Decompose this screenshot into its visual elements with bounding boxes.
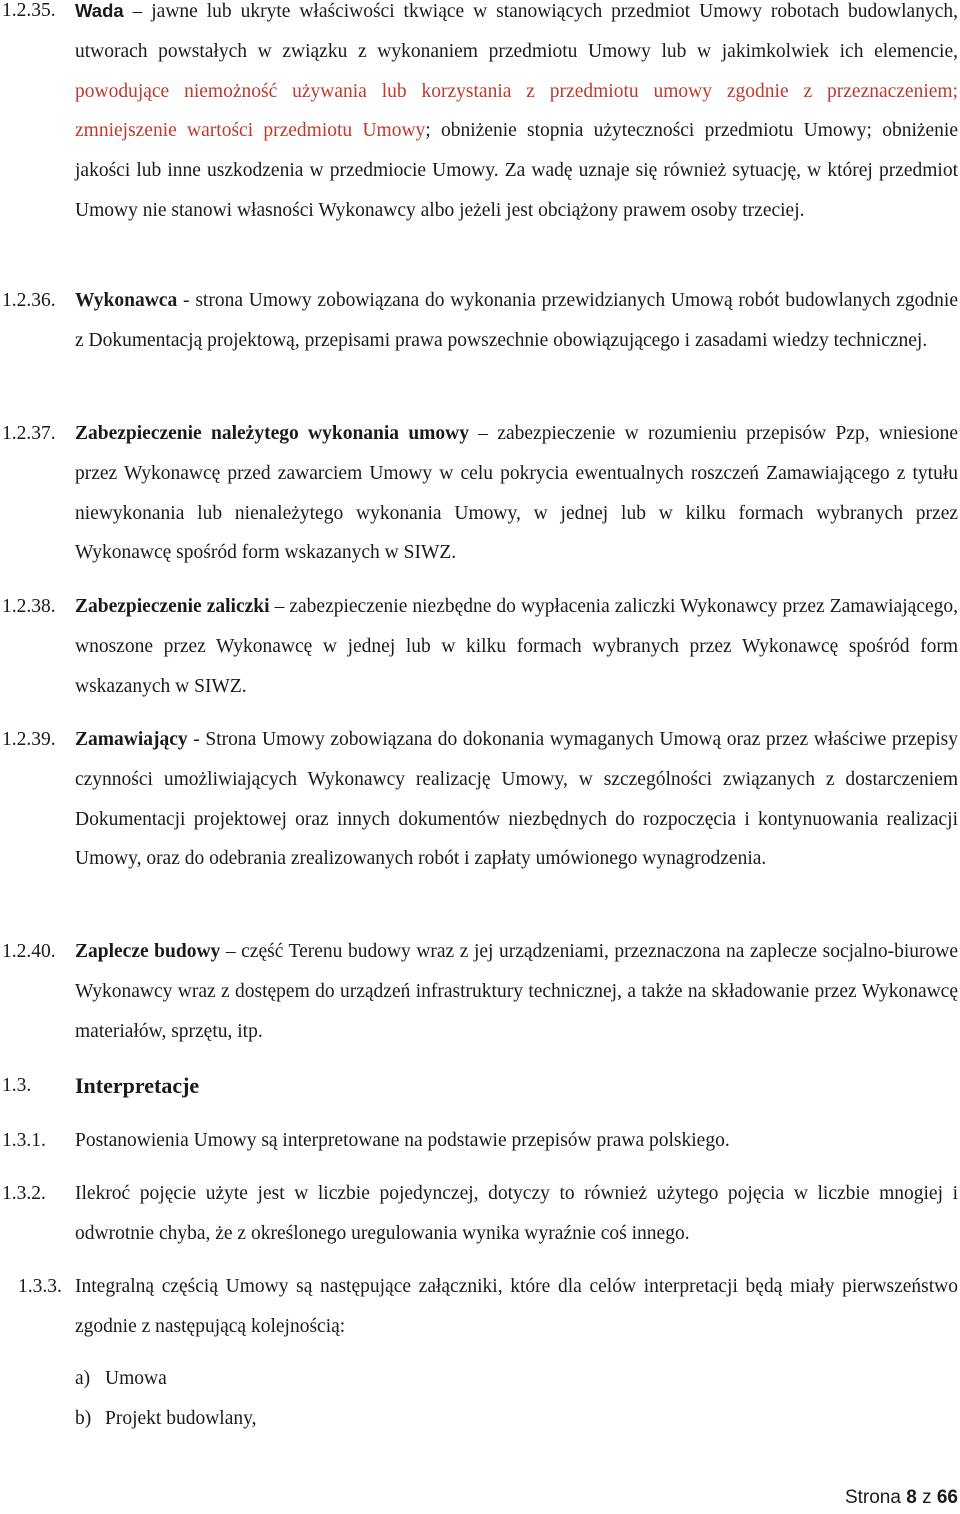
item-body bbox=[75, 587, 958, 706]
point-number: 1.3.1. bbox=[2, 1130, 46, 1151]
item-body bbox=[75, 0, 958, 231]
definition-zaplecze-budowy bbox=[0, 932, 958, 1051]
list-item bbox=[75, 1359, 167, 1399]
term: Zabezpieczenie zaliczki bbox=[75, 596, 270, 617]
list-text: Umowa bbox=[105, 1368, 167, 1389]
interpretation-point bbox=[0, 1121, 958, 1161]
term: Zamawiający bbox=[75, 729, 188, 750]
item-text: – jawne lub ukryte właściwości tkwiące w stanowiących przedmiot Umowy robotach budowlanych, utworach powstałych w związku z wykonaniem przedmiotu Umowy lub w jakimkolwiek ich elemencie, bbox=[75, 1, 958, 62]
term: Zabezpieczenie należytego wykonania umowy bbox=[75, 423, 470, 444]
item-text: ; obniżenie stopnia użyteczności przedmiotu Umowy; obniżenie jakości lub inne uszkodzenia w przedmiocie Umowy. Za wadę uznaje się również sytuację, w której przedmiot Umowy nie stanowi własności Wykonawcy albo jeżeli jest obciążony prawem osoby trzeciej. bbox=[75, 120, 959, 221]
item-body bbox=[75, 281, 958, 361]
item-number: 1.2.35. bbox=[2, 0, 56, 21]
term: Wada bbox=[75, 0, 124, 21]
footer-prefix: Strona bbox=[844, 1487, 907, 1508]
term: Wykonawca bbox=[75, 290, 178, 311]
page-footer bbox=[845, 1487, 958, 1509]
item-body bbox=[75, 414, 958, 573]
item-body bbox=[75, 932, 958, 1051]
item-number: 1.2.36. bbox=[2, 290, 56, 311]
point-text: Integralną częścią Umowy są następujące załączniki, które dla celów interpretacji będą miały pierwszeństwo zgodnie z następującą kolejnością: bbox=[75, 1276, 958, 1337]
section-title: Interpretacje bbox=[75, 1073, 200, 1098]
item-body bbox=[75, 720, 958, 879]
section-heading bbox=[0, 1066, 199, 1106]
point-number: 1.3.2. bbox=[2, 1183, 46, 1204]
point-number: 1.3.3. bbox=[18, 1276, 62, 1297]
definition-zabezpieczenie-nalezytego-wykonania bbox=[0, 414, 958, 573]
item-number: 1.2.38. bbox=[2, 596, 56, 617]
footer-middle: z bbox=[916, 1487, 937, 1508]
item-text: - strona Umowy zobowiązana do wykonania przewidzianych Umową robót budowlanych zgodnie z Dokumentacją projektową, przepisami prawa powszechnie obowiązującego i zasadami wiedzy technicznej. bbox=[75, 290, 958, 351]
definition-zabezpieczenie-zaliczki bbox=[0, 587, 958, 706]
list-marker: a) bbox=[75, 1368, 91, 1389]
interpretation-point bbox=[0, 1267, 958, 1347]
item-number: 1.2.40. bbox=[2, 941, 56, 962]
section-number: 1.3. bbox=[2, 1075, 32, 1096]
item-text: – zabezpieczenie w rozumieniu przepisów Pzp, wniesione przez Wykonawcę przed zawarciem Umowy w celu pokrycia ewentualnych roszczeń Zamawiającego z tytułu niewykonania lub nienależytego wykonania Umowy, w jednej lub w kilku formach wybranych przez Wykonawcę spośród form wskazanych w SIWZ. bbox=[75, 423, 958, 564]
interpretation-point bbox=[0, 1174, 958, 1254]
current-page-number: 8 bbox=[906, 1487, 917, 1508]
definition-wykonawca bbox=[0, 281, 958, 361]
definition-zamawiajacy bbox=[0, 720, 958, 879]
item-number: 1.2.39. bbox=[2, 729, 56, 750]
point-text: Postanowienia Umowy są interpretowane na podstawie przepisów prawa polskiego. bbox=[75, 1130, 730, 1151]
list-text: Projekt budowlany, bbox=[105, 1408, 257, 1429]
list-marker: b) bbox=[75, 1408, 92, 1429]
total-page-count: 66 bbox=[936, 1487, 958, 1508]
term: Zaplecze budowy bbox=[75, 941, 221, 962]
item-text: - Strona Umowy zobowiązana do dokonania wymaganych Umową oraz przez właściwe przepisy czynności umożliwiających Wykonawcy realizację Umowy, w szczególności związanych z dostarczeniem Dokumentacji projektowej oraz innych dokumentów niezbędnych do rozpoczęcia i kontynuowania realizacji Umowy, oraz do odebrania zrealizowanych robót i zapłaty umówionego wynagrodzenia. bbox=[75, 729, 958, 870]
item-number: 1.2.37. bbox=[2, 423, 56, 444]
item-text-highlight: powodujące niemożność używania lub korzystania z przedmiotu umowy zgodnie z przeznaczeniem; zmniejszenie wartości przedmiotu Umowy bbox=[75, 80, 958, 142]
item-text: – zabezpieczenie niezbędne do wypłacenia zaliczki Wykonawcy przez Zamawiającego, wnoszone przez Wykonawcę w jednej lub w kilku formach wybranych przez Wykonawcę spośród form wskazanych w SIWZ. bbox=[75, 596, 959, 697]
point-text: Ilekroć pojęcie użyte jest w liczbie pojedynczej, dotyczy to również użytego pojęcia w liczbie mnogiej i odwrotnie chyba, że z określonego uregulowania wynika wyraźnie coś innego. bbox=[75, 1183, 958, 1244]
list-item bbox=[75, 1399, 256, 1439]
definition-wada bbox=[0, 0, 958, 231]
item-text: – część Terenu budowy wraz z jej urządzeniami, przeznaczona na zaplecze socjalno-biurowe Wykonawcy wraz z dostępem do urządzeń infrastruktury technicznej, a także na składowanie przez Wykonawcę materiałów, sprzętu, itp. bbox=[75, 941, 958, 1042]
